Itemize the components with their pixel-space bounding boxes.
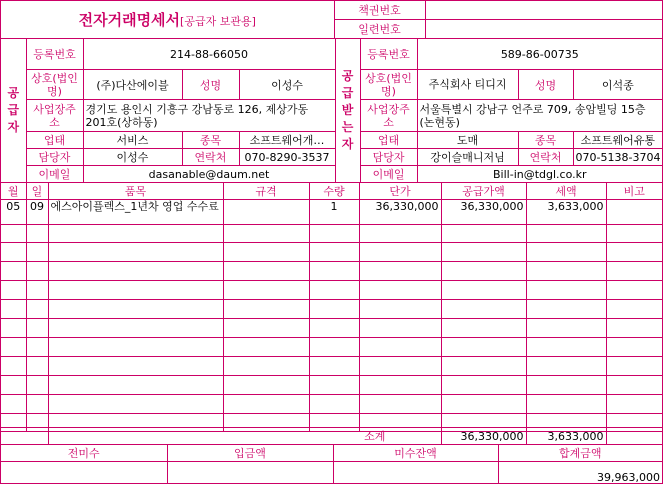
- total-value: 39,963,000: [498, 462, 662, 484]
- item-row: [1, 200, 662, 225]
- empty-item-cell: [26, 395, 48, 414]
- item-name: 에스아이플렉스_1년차 영업 수수료: [48, 200, 223, 225]
- empty-item-cell: [26, 225, 48, 243]
- empty-item-cell: [223, 300, 309, 319]
- col-item-header: 품목: [48, 183, 223, 200]
- buyer-biz: 도매: [417, 132, 518, 149]
- empty-item-cell: [1, 357, 26, 376]
- empty-item-cell: [606, 262, 662, 281]
- empty-item-cell: [223, 225, 309, 243]
- supplier-item: 소프트웨어개…: [239, 132, 335, 149]
- empty-item-cell: [48, 395, 223, 414]
- unpaid-label: 전미수: [1, 445, 167, 462]
- supplier-phone: 070-8290-3537: [239, 149, 335, 166]
- empty-item-cell: [359, 281, 441, 300]
- empty-item-cell: [48, 281, 223, 300]
- buyer-name-label: 상호(법인명): [360, 70, 417, 100]
- empty-item-cell: [606, 243, 662, 262]
- empty-item-cell: [441, 281, 526, 300]
- empty-item-cell: [48, 319, 223, 338]
- subtotal-blank-3: [223, 428, 309, 445]
- empty-item-cell: [359, 338, 441, 357]
- footer-table: [1, 444, 662, 484]
- empty-item-cell: [606, 395, 662, 414]
- supplier-reg-label: 등록번호: [26, 39, 83, 70]
- item-note: [606, 200, 662, 225]
- empty-item-cell: [441, 225, 526, 243]
- empty-item-cell: [441, 395, 526, 414]
- empty-item-cell: [526, 243, 606, 262]
- item-tax: 3,633,000: [526, 200, 606, 225]
- empty-item-cell: [309, 338, 359, 357]
- col-qty-header: 수량: [309, 183, 359, 200]
- empty-item-cell: [309, 300, 359, 319]
- empty-item-cell: [223, 376, 309, 395]
- empty-item-cell: [48, 338, 223, 357]
- col-month-header: 월: [1, 183, 26, 200]
- empty-item-cell: [48, 262, 223, 281]
- title-subtitle: [공급자 보관용]: [180, 14, 256, 28]
- empty-item-cell: [526, 300, 606, 319]
- col-note-header: 비고: [606, 183, 662, 200]
- empty-item-cell: [309, 395, 359, 414]
- empty-item-cell: [1, 300, 26, 319]
- empty-item-cell: [1, 376, 26, 395]
- empty-item-cell: [526, 281, 606, 300]
- empty-item-row: [1, 395, 662, 414]
- balance-value: [333, 462, 498, 484]
- empty-item-cell: [26, 338, 48, 357]
- empty-item-cell: [526, 338, 606, 357]
- empty-item-cell: [606, 225, 662, 243]
- empty-item-cell: [526, 376, 606, 395]
- buyer-name: 주식회사 티디지: [417, 70, 518, 100]
- unpaid-value: [1, 462, 167, 484]
- empty-item-cell: [48, 357, 223, 376]
- supplier-biz-label: 업태: [26, 132, 83, 149]
- supplier-biz: 서비스: [83, 132, 182, 149]
- supplier-item-label: 종목: [182, 132, 239, 149]
- supplier-reg-no: 214-88-66050: [83, 39, 335, 70]
- empty-item-cell: [223, 281, 309, 300]
- supplier-contact-label: 담당자: [26, 149, 83, 166]
- empty-item-cell: [309, 319, 359, 338]
- subtotal-blank-2: [48, 428, 223, 445]
- empty-item-cell: [441, 262, 526, 281]
- item-supply: 36,330,000: [441, 200, 526, 225]
- empty-item-cell: [309, 243, 359, 262]
- empty-item-cell: [441, 357, 526, 376]
- empty-item-row: [1, 281, 662, 300]
- empty-item-cell: [26, 319, 48, 338]
- serial-number-label: 일련번호: [334, 19, 425, 38]
- empty-item-row: [1, 319, 662, 338]
- buyer-reg-no: 589-86-00735: [417, 39, 662, 70]
- empty-item-cell: [359, 319, 441, 338]
- subtotal-supply: 36,330,000: [441, 428, 526, 445]
- items-header-row: [1, 183, 662, 200]
- title-text: 전자거래명세서: [78, 10, 181, 29]
- buyer-email-label: 이메일: [360, 166, 417, 183]
- empty-item-cell: [48, 376, 223, 395]
- empty-item-cell: [441, 300, 526, 319]
- totals-table: [1, 427, 662, 445]
- empty-item-cell: [223, 262, 309, 281]
- item-month: 05: [1, 200, 26, 225]
- supplier-phone-label: 연락처: [182, 149, 239, 166]
- items-table: [1, 182, 662, 432]
- supplier-name: (주)다산에이블: [83, 70, 182, 100]
- subtotal-label: 소계: [309, 428, 441, 445]
- empty-item-cell: [223, 357, 309, 376]
- buyer-addr-label: 사업장주소: [360, 100, 417, 132]
- empty-item-cell: [1, 395, 26, 414]
- empty-item-cell: [26, 376, 48, 395]
- subtotal-note: [606, 428, 662, 445]
- empty-item-cell: [606, 376, 662, 395]
- empty-item-cell: [48, 300, 223, 319]
- supplier-name-label: 상호(법인명): [26, 70, 83, 100]
- buyer-rep-label: 성명: [518, 70, 573, 100]
- supplier-rep: 이성수: [239, 70, 335, 100]
- book-number-label: 책권번호: [334, 1, 425, 19]
- buyer-addr: 서울특별시 강남구 언주로 709, 송암빌딩 15층 (논현동): [417, 100, 662, 132]
- empty-item-cell: [309, 357, 359, 376]
- empty-item-cell: [359, 357, 441, 376]
- empty-item-row: [1, 357, 662, 376]
- empty-item-cell: [606, 357, 662, 376]
- supplier-addr: 경기도 용인시 기흥구 강남동로 126, 제상가동 201호(상하동): [83, 100, 335, 132]
- document-title: [1, 1, 334, 38]
- buyer-item-label: 종목: [518, 132, 573, 149]
- col-tax-header: 세액: [526, 183, 606, 200]
- supplier-side-label: 공급자: [1, 39, 26, 183]
- item-day: 09: [26, 200, 48, 225]
- empty-item-cell: [1, 262, 26, 281]
- empty-item-cell: [526, 225, 606, 243]
- empty-item-cell: [1, 319, 26, 338]
- buyer-item: 소프트웨어유통: [573, 132, 662, 149]
- buyer-phone-label: 연락처: [518, 149, 573, 166]
- title-table: [1, 1, 662, 39]
- empty-item-cell: [526, 262, 606, 281]
- empty-item-row: [1, 338, 662, 357]
- total-label: 합계금액: [498, 445, 662, 462]
- book-number-value: [425, 1, 662, 19]
- empty-item-row: [1, 376, 662, 395]
- empty-item-cell: [223, 243, 309, 262]
- item-qty: 1: [309, 200, 359, 225]
- empty-item-cell: [1, 338, 26, 357]
- empty-item-row: [1, 225, 662, 243]
- empty-item-cell: [526, 319, 606, 338]
- empty-item-cell: [526, 357, 606, 376]
- buyer-reg-label: 등록번호: [360, 39, 417, 70]
- col-price-header: 단가: [359, 183, 441, 200]
- empty-item-cell: [606, 319, 662, 338]
- empty-item-cell: [309, 376, 359, 395]
- supplier-addr-label: 사업장주소: [26, 100, 83, 132]
- empty-item-cell: [359, 300, 441, 319]
- party-table: [1, 38, 662, 183]
- empty-item-cell: [526, 395, 606, 414]
- empty-item-cell: [1, 281, 26, 300]
- empty-item-row: [1, 262, 662, 281]
- empty-item-cell: [606, 300, 662, 319]
- balance-label: 미수잔액: [333, 445, 498, 462]
- col-day-header: 일: [26, 183, 48, 200]
- empty-item-cell: [441, 319, 526, 338]
- empty-item-cell: [26, 300, 48, 319]
- empty-item-row: [1, 300, 662, 319]
- empty-item-cell: [26, 243, 48, 262]
- empty-item-cell: [1, 225, 26, 243]
- empty-item-cell: [359, 225, 441, 243]
- empty-item-cell: [26, 262, 48, 281]
- empty-item-cell: [359, 376, 441, 395]
- empty-item-cell: [441, 338, 526, 357]
- subtotal-tax: 3,633,000: [526, 428, 606, 445]
- empty-item-cell: [359, 262, 441, 281]
- buyer-biz-label: 업태: [360, 132, 417, 149]
- empty-item-cell: [26, 357, 48, 376]
- buyer-contact: 강이슬매니저님: [417, 149, 518, 166]
- buyer-side-label: 공급받는자: [335, 39, 360, 183]
- empty-item-cell: [359, 243, 441, 262]
- serial-number-value: [425, 19, 662, 38]
- empty-item-cell: [223, 395, 309, 414]
- empty-item-cell: [441, 376, 526, 395]
- empty-item-cell: [309, 281, 359, 300]
- empty-item-cell: [48, 243, 223, 262]
- buyer-rep: 이석종: [573, 70, 662, 100]
- empty-item-cell: [359, 395, 441, 414]
- empty-item-cell: [309, 225, 359, 243]
- col-spec-header: 규격: [223, 183, 309, 200]
- buyer-phone: 070-5138-3704: [573, 149, 662, 166]
- deposit-label: 입금액: [167, 445, 333, 462]
- supplier-email: dasanable@daum.net: [83, 166, 335, 183]
- empty-item-cell: [48, 225, 223, 243]
- item-spec: [223, 200, 309, 225]
- empty-item-cell: [1, 243, 26, 262]
- empty-item-cell: [26, 281, 48, 300]
- empty-item-row: [1, 243, 662, 262]
- item-price: 36,330,000: [359, 200, 441, 225]
- empty-item-cell: [606, 281, 662, 300]
- empty-item-cell: [606, 338, 662, 357]
- buyer-email: Bill-in@tdgl.co.kr: [417, 166, 662, 183]
- buyer-contact-label: 담당자: [360, 149, 417, 166]
- deposit-value: [167, 462, 333, 484]
- empty-item-cell: [223, 338, 309, 357]
- col-supply-header: 공급가액: [441, 183, 526, 200]
- supplier-rep-label: 성명: [182, 70, 239, 100]
- empty-item-cell: [223, 319, 309, 338]
- empty-item-cell: [441, 243, 526, 262]
- supplier-email-label: 이메일: [26, 166, 83, 183]
- subtotal-blank: [1, 428, 48, 445]
- supplier-contact: 이성수: [83, 149, 182, 166]
- empty-item-cell: [309, 262, 359, 281]
